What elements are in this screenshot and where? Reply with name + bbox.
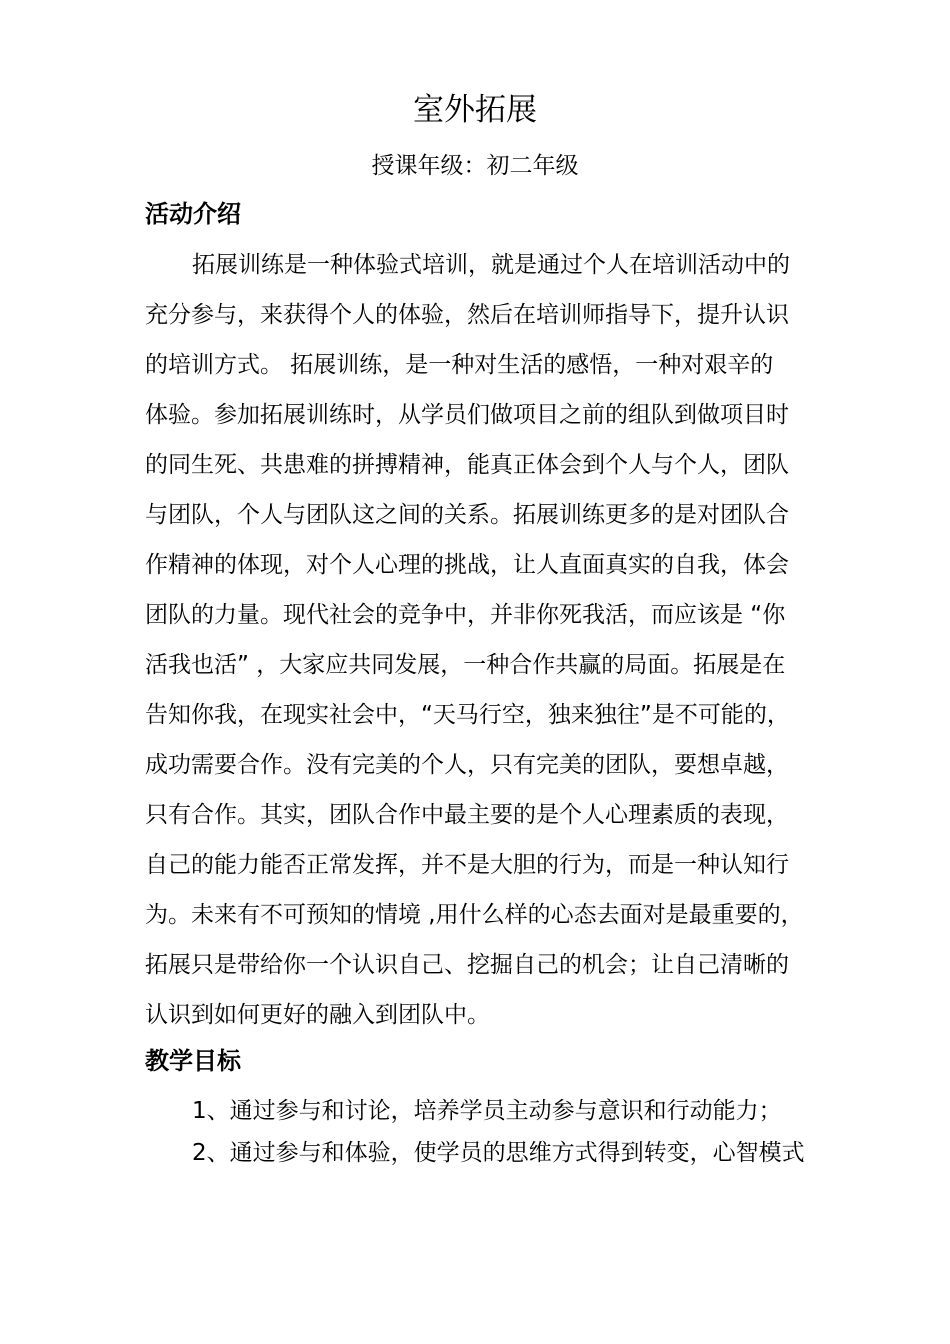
paragraph-line: 团队的力量。现代社会的竞争中，并非你死我活，而应该是 “你 [145, 602, 786, 628]
section-heading-activity-intro: 活动介绍 [145, 200, 241, 228]
paragraph-line: 拓展训练是一种体验式培训，就是通过个人在培训活动中的 [192, 252, 790, 278]
paragraph-line: 的同生死、共患难的拼搏精神，能真正体会到个人与个人，团队 [145, 452, 789, 478]
goal-list-item: 1、通过参与和讨论，培养学员主动参与意识和行动能力； [192, 1098, 782, 1124]
paragraph-line: 为。未来有不可预知的情境 ,用什么样的心态去面对是最重要的， [145, 902, 804, 928]
paragraph-line: 充分参与，来获得个人的体验，然后在培训师指导下，提升认识 [145, 302, 789, 328]
paragraph-line: 成功需要合作。没有完美的个人，只有完美的团队，要想卓越， [145, 752, 789, 778]
paragraph-line: 活我也活” ，大家应共同发展，一种合作共赢的局面。拓展是在 [145, 652, 786, 678]
document-subtitle: 授课年级：初二年级 [371, 153, 579, 179]
document-title: 室外拓展 [413, 92, 537, 128]
paragraph-line: 告知你我，在现实社会中，“天马行空，独来独往”是不可能的， [145, 702, 790, 728]
goal-list-item: 2、通过参与和体验，使学员的思维方式得到转变，心智模式 [192, 1140, 805, 1166]
paragraph-line: 的培训方式。 拓展训练，是一种对生活的感悟，一种对艰辛的 [145, 352, 774, 378]
paragraph-line: 体验。参加拓展训练时，从学员们做项目之前的组队到做项目时 [145, 402, 789, 428]
paragraph-line: 拓展只是带给你一个认识自己、挖掘自己的机会；让自己清晰的 [145, 952, 789, 978]
paragraph-line: 作精神的体现，对个人心理的挑战，让人直面真实的自我，体会 [145, 552, 789, 578]
paragraph-line: 只有合作。其实，团队合作中最主要的是个人心理素质的表现， [145, 802, 789, 828]
paragraph-line: 自己的能力能否正常发挥，并不是大胆的行为，而是一种认知行 [145, 852, 789, 878]
paragraph-line: 与团队，个人与团队这之间的关系。拓展训练更多的是对团队合 [145, 502, 789, 528]
section-heading-teaching-goals: 教学目标 [145, 1047, 241, 1075]
paragraph-line: 认识到如何更好的融入到团队中。 [145, 1002, 490, 1028]
